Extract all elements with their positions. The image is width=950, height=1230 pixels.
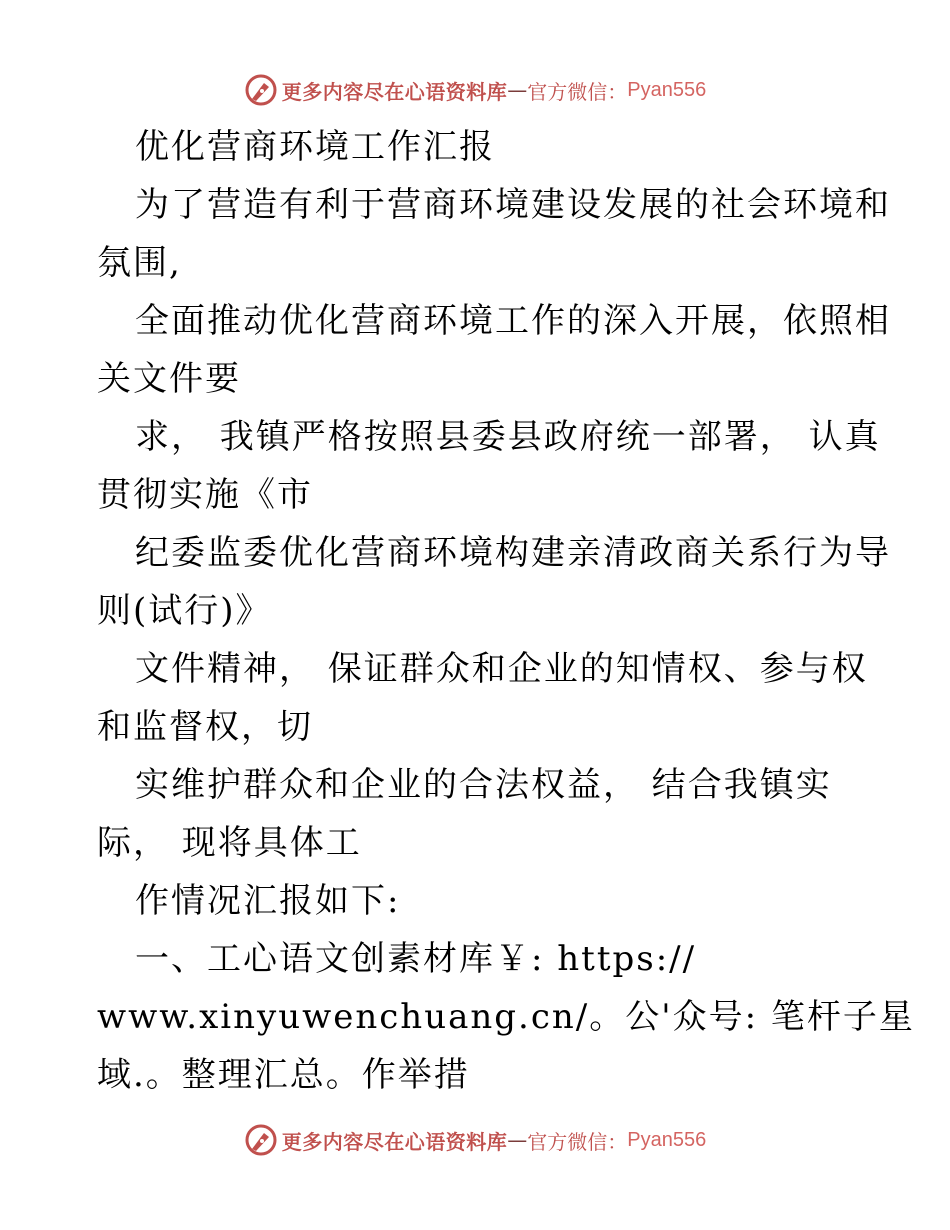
banner-wechat-account: Pyan556 [627,78,707,101]
document-line: 则(试行)》 [97,591,272,631]
document-line: 关文件要 [97,359,241,399]
document-line: 贯彻实施《市 [97,475,313,515]
document-title: 优化营商环境工作汇报 [135,127,495,167]
document-line: 纪委监委优化营商环境构建亲清政商关系行为导 [135,533,891,573]
banner-wechat-account: Pyan556 [627,1128,707,1151]
pen-nib-logo-icon [244,1123,278,1157]
footer-watermark-banner [0,1120,950,1160]
banner-separator: — [507,78,528,102]
document-line: 文件精神， 保证群众和企业的知情权、参与权 [135,649,868,689]
banner-separator: — [507,1128,528,1152]
document-line: 全面推动优化营商环境工作的深入开展，依照相 [135,301,891,341]
banner-wechat-label: 官方微信： [527,1129,628,1154]
document-line: 作情况汇报如下: [135,881,401,921]
document-line: 域.。整理汇总。作举措 [97,1055,470,1095]
document-line: 和监督权，切 [97,707,313,747]
document-line: 一、工心语文创素材库￥: https:// [135,939,697,979]
document-line: 际， 现将具体工 [97,823,362,863]
document-line: 实维护群众和企业的合法权益， 结合我镇实 [135,765,832,805]
banner-main-text: 更多内容尽在心语资料库 [281,1129,508,1154]
banner-wechat-label: 官方微信： [527,79,628,104]
document-line: www.xinyuwenchuang.cn/。公'众号: 笔杆子星 [97,997,915,1037]
document-line: 求， 我镇严格按照县委县政府统一部署， 认真 [135,417,881,457]
document-line: 氛围, [97,243,182,283]
banner-main-text: 更多内容尽在心语资料库 [281,79,508,104]
document-line: 为了营造有利于营商环境建设发展的社会环境和 [135,185,891,225]
